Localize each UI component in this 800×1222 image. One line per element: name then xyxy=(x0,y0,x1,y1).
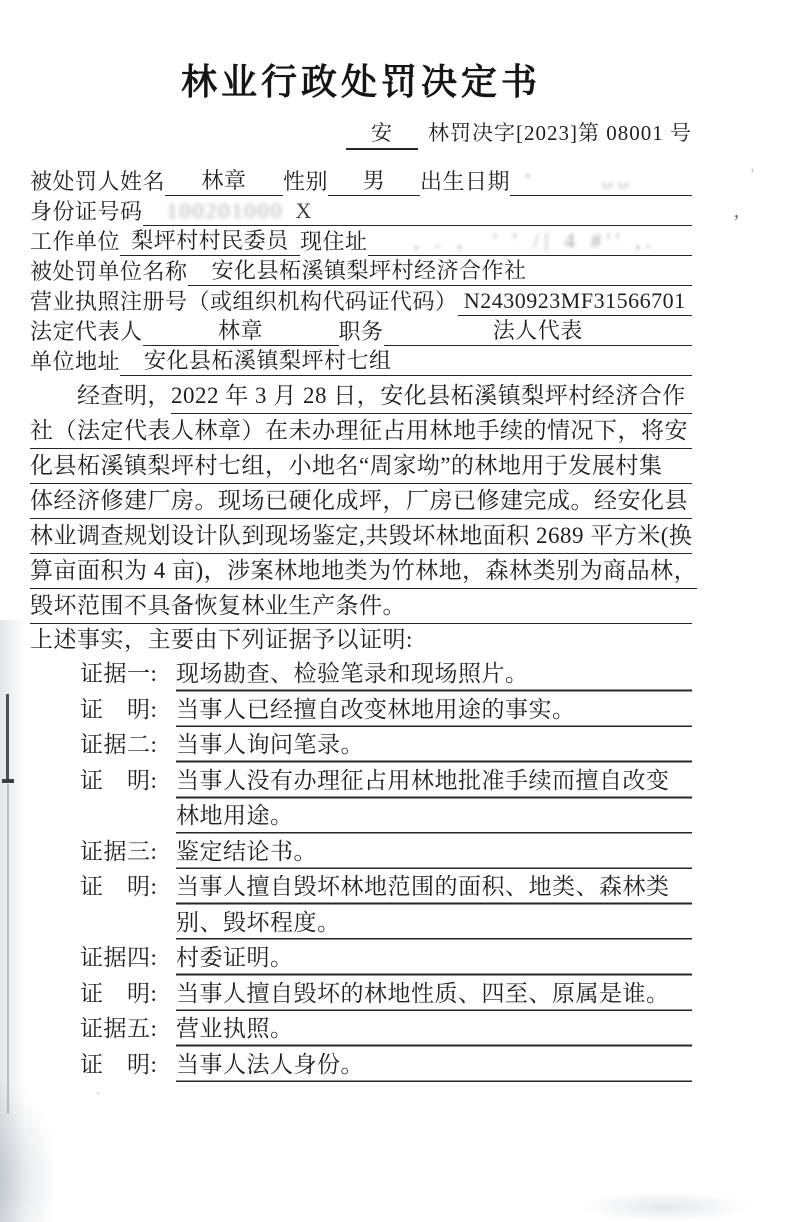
name-value: 林章 xyxy=(165,166,283,196)
evidence-label: 证 明: xyxy=(80,874,158,899)
evidence-label: 证 明: xyxy=(80,1051,158,1077)
evidence-label: 证 明: xyxy=(80,696,158,722)
address-value-redacted xyxy=(368,226,692,256)
findings-line xyxy=(30,449,692,484)
id-number-value-redacted xyxy=(143,196,692,226)
form-row-legal-rep xyxy=(30,316,692,346)
form-row-work-unit xyxy=(30,226,692,256)
facts-intro: 上述事实，主要由下列证据予以证明: xyxy=(30,627,413,652)
unit-address-value: 安化县柘溪镇梨坪村七组 xyxy=(120,346,692,376)
penalty-form xyxy=(30,166,692,376)
findings-text: 算亩面积为 4 亩)，涉案林地地类为竹林地，森林类别为商品林， xyxy=(30,554,697,589)
evidence-item-4 xyxy=(30,940,692,976)
evidence-label: 证据二: xyxy=(80,732,158,757)
license-label: 营业执照注册号（或组织机构代码证代码） xyxy=(30,289,458,314)
stray-pen-mark: ʾ xyxy=(749,166,756,188)
evidence-item-5-proof xyxy=(30,1047,692,1083)
evidence-label: 证据一: xyxy=(80,661,158,686)
findings-text: 社（法定代表人林章）在未办理征占用林地手续的情况下，将安 xyxy=(30,414,692,449)
findings-line xyxy=(30,589,692,624)
legal-rep-label: 法定代表人 xyxy=(30,319,143,344)
evidence-label: 证 明: xyxy=(80,767,158,793)
gender-value: 男 xyxy=(328,166,420,196)
evidence-label: 证据三: xyxy=(80,838,158,864)
redacted-mark: , . ， ' ′ /| 4 #'' ,. xyxy=(413,228,656,253)
findings-line xyxy=(30,484,692,519)
findings-text: 2022 年 3 月 28 日，安化县柘溪镇梨坪村经济合作 xyxy=(171,379,692,414)
evidence-label: 证据五: xyxy=(80,1016,158,1041)
form-row-unit-address xyxy=(30,346,692,376)
form-row-id-number xyxy=(30,196,692,226)
evidence-text: 当事人擅自毁坏林地范围的面积、地类、森林类别、毁坏程度。 xyxy=(176,869,692,940)
evidence-text: 当事人法人身份。 xyxy=(176,1047,692,1083)
document-number xyxy=(30,118,692,150)
redacted-mark: ’ xyxy=(524,168,537,193)
birthdate-value-redacted xyxy=(510,166,692,196)
evidence-item-3-proof xyxy=(30,869,692,940)
evidence-text: 当事人擅自毁坏的林地性质、四至、原属是谁。 xyxy=(176,976,692,1012)
address-label: 现住址 xyxy=(300,229,368,254)
stray-pen-mark: · xyxy=(96,1086,100,1100)
findings-text: 毁坏范围不具备恢复林业生产条件。 xyxy=(30,589,692,624)
evidence-label: 证据四: xyxy=(80,945,158,970)
findings-paragraph xyxy=(30,379,698,624)
unit-address-label: 单位地址 xyxy=(30,349,121,374)
legal-rep-value: 林章 xyxy=(143,316,339,346)
scan-artifact-line-faint xyxy=(7,784,9,1114)
findings-lead-in: 经查明， xyxy=(30,383,171,408)
evidence-text: 当事人询问笔录。 xyxy=(176,727,692,763)
id-number-x: X xyxy=(295,198,312,223)
unit-name-value: 安化县柘溪镇梨坪村经济合作社 xyxy=(188,256,692,286)
id-number-label: 身份证号码 xyxy=(30,199,143,224)
stray-pen-mark: ’ xyxy=(733,211,740,233)
findings-text: 体经济修建厂房。现场已硬化成坪，厂房已修建完成。经安化县 xyxy=(30,484,692,519)
findings-line xyxy=(30,414,692,449)
findings-line xyxy=(30,554,698,589)
document-title: 林业行政处罚决定书 xyxy=(180,62,541,102)
evidence-text: 鉴定结论书。 xyxy=(176,834,692,870)
evidence-text: 营业执照。 xyxy=(176,1011,692,1047)
evidence-list xyxy=(30,656,692,1082)
findings-line xyxy=(30,379,692,414)
document-number-prefix: 安 xyxy=(346,118,418,150)
evidence-item-3 xyxy=(30,834,692,870)
scan-smudge-bottom-right xyxy=(580,1192,750,1222)
document-number-text: 林罚决字[2023]第 08001 号 xyxy=(428,121,692,145)
form-row-unit-name xyxy=(30,256,692,286)
scan-artifact-tick xyxy=(2,779,14,783)
evidence-item-2 xyxy=(30,727,692,763)
form-row-person xyxy=(30,166,692,196)
document-content xyxy=(30,0,698,1082)
findings-text: 林业调查规划设计队到现场鉴定,共毁坏林地面积 2689 平方米(换 xyxy=(30,519,692,554)
license-value: N2430923MF31566701 xyxy=(458,286,692,316)
redacted-mark: ᴗᴗ xyxy=(602,168,634,193)
evidence-text: 现场勘查、检验笔录和现场照片。 xyxy=(176,656,692,692)
unit-name-label: 被处罚单位名称 xyxy=(30,259,188,284)
evidence-item-4-proof xyxy=(30,976,692,1012)
redacted-digits: 100201000 xyxy=(166,198,284,223)
findings-text: 化县柘溪镇梨坪村七组，小地名“周家坳”的林地用于发展村集 xyxy=(30,449,692,484)
birthdate-label: 出生日期 xyxy=(420,169,511,194)
evidence-text: 村委证明。 xyxy=(176,940,692,976)
scan-shadow-bottom-left xyxy=(0,1080,58,1222)
position-label: 职务 xyxy=(338,319,384,344)
work-unit-label: 工作单位 xyxy=(30,229,121,254)
evidence-item-2-proof xyxy=(30,763,692,834)
work-unit-value: 梨坪村村民委员 xyxy=(120,226,300,256)
name-label: 被处罚人姓名 xyxy=(30,169,166,194)
gender-label: 性别 xyxy=(283,169,329,194)
evidence-item-1 xyxy=(30,656,692,692)
evidence-item-5 xyxy=(30,1011,692,1047)
evidence-label: 证 明: xyxy=(80,980,158,1006)
evidence-item-1-proof xyxy=(30,692,692,728)
form-row-license xyxy=(30,286,692,316)
evidence-text: 当事人已经擅自改变林地用途的事实。 xyxy=(176,692,692,728)
evidence-text: 当事人没有办理征占用林地批准手续而擅自改变林地用途。 xyxy=(176,763,692,834)
position-value: 法人代表 xyxy=(384,316,692,346)
findings-line xyxy=(30,519,692,554)
scan-artifact-line xyxy=(6,694,9,782)
